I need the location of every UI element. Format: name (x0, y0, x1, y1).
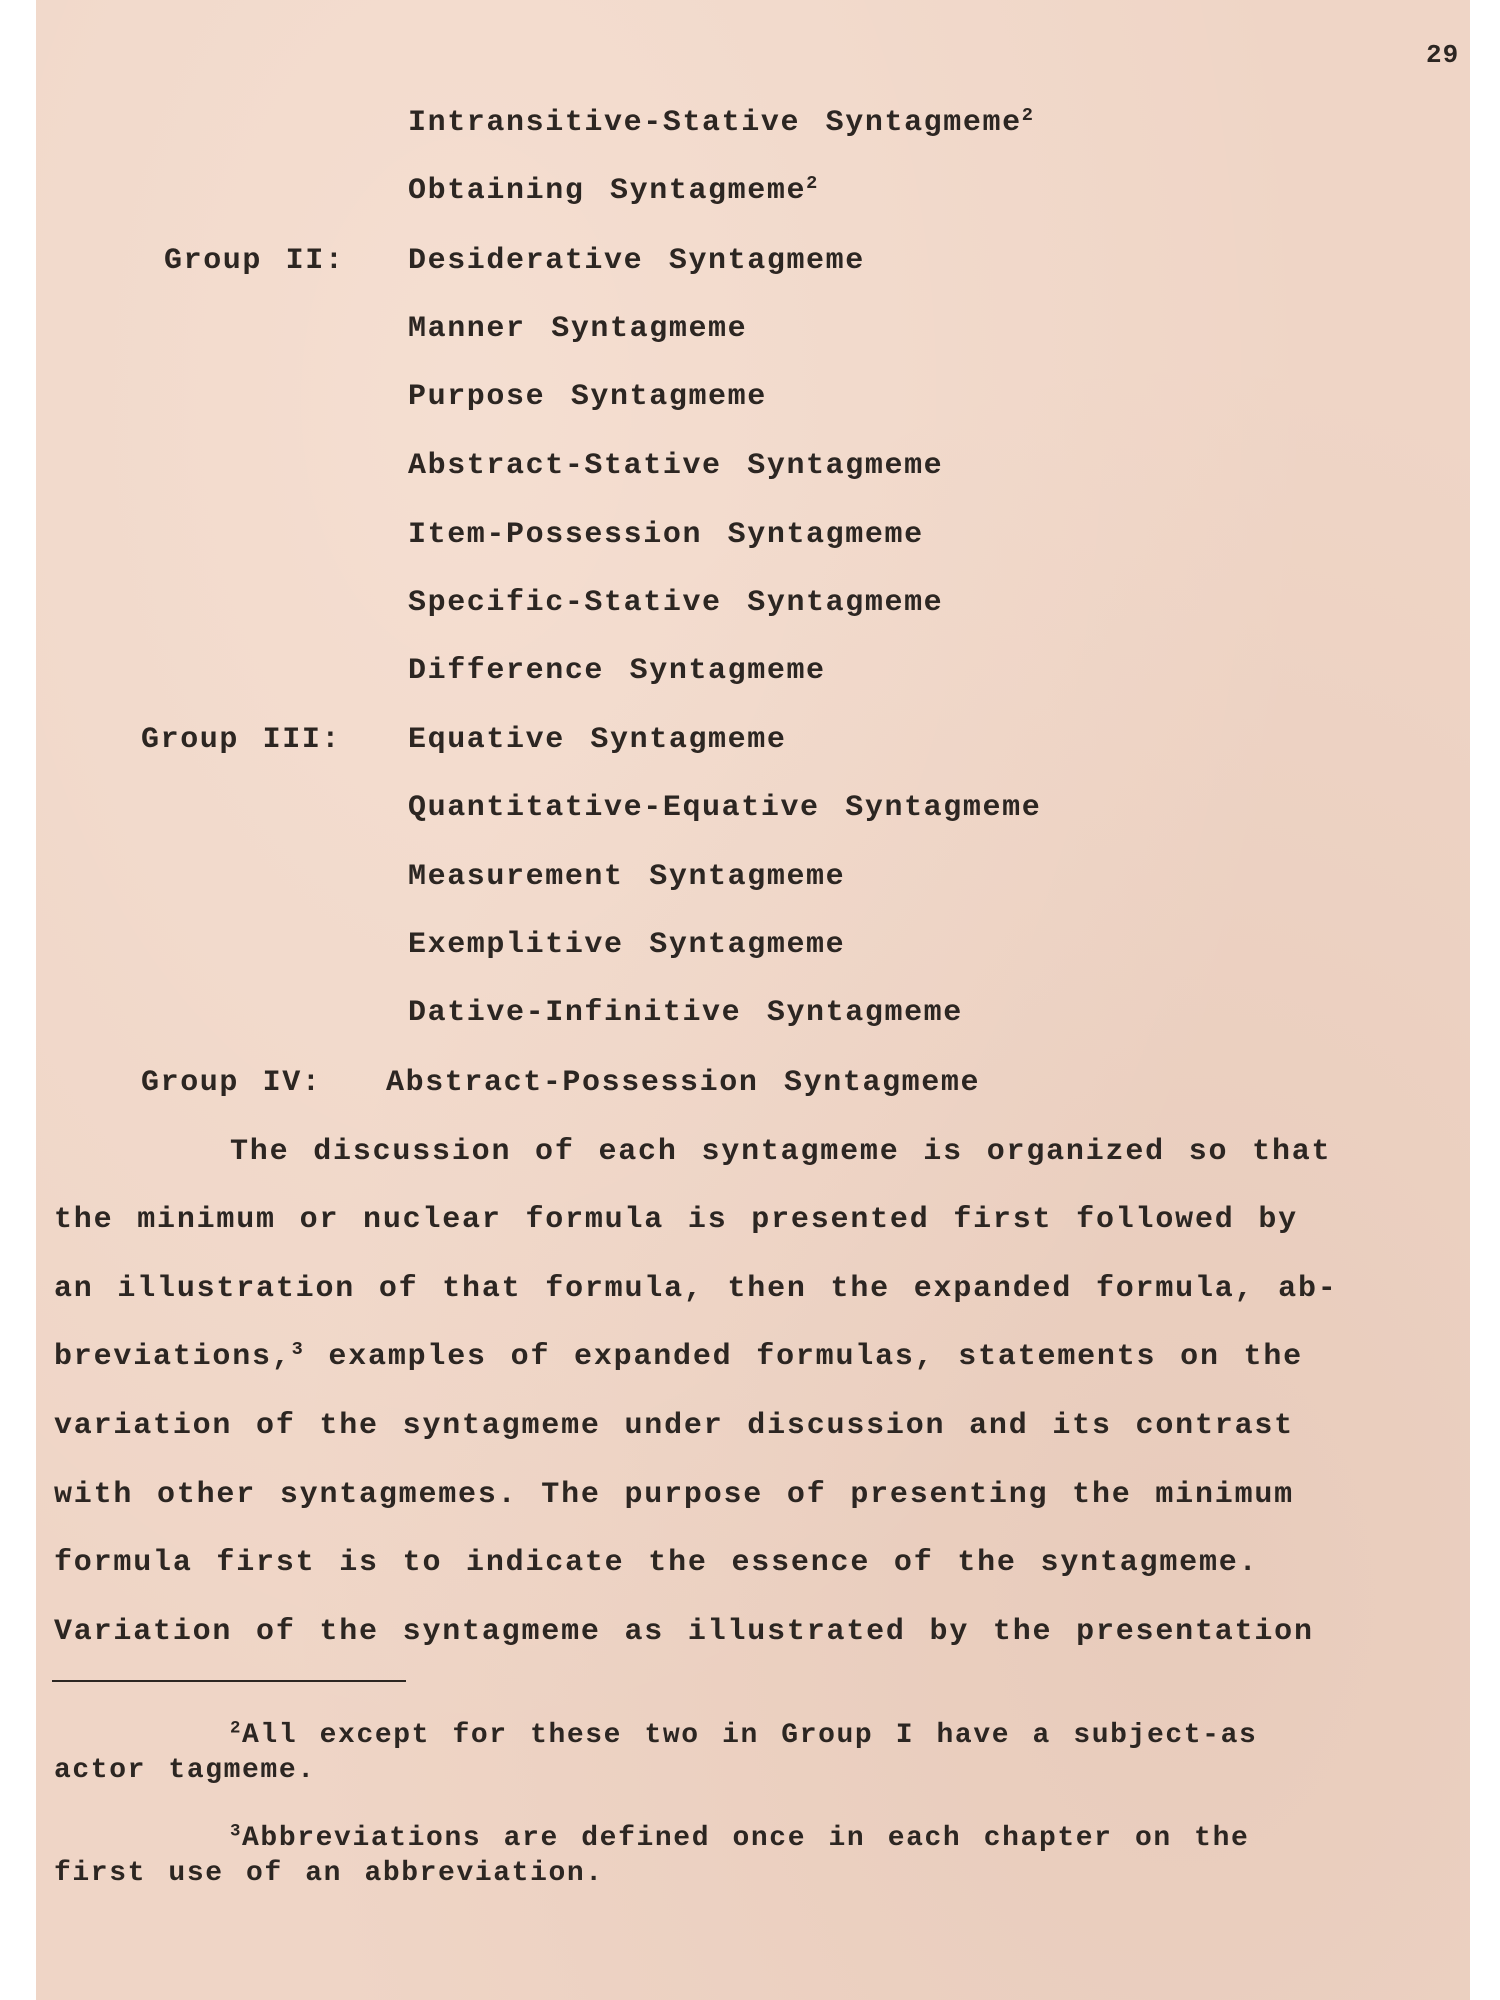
group-label: Group IV: (141, 1066, 322, 1100)
paragraph-line: an illustration of that formula, then the expanded formula, ab- (54, 1272, 1338, 1306)
paragraph-line: The discussion of each syntagmeme is organized so that (230, 1135, 1332, 1169)
list-item: Intransitive-Stative Syntagmeme$^2$ (408, 104, 1035, 140)
list-item: Exemplitive Syntagmeme (408, 928, 846, 962)
list-item: Difference Syntagmeme (408, 654, 826, 688)
list-item: Dative-Infinitive Syntagmeme (408, 996, 963, 1030)
list-item: Abstract-Possession Syntagmeme (386, 1066, 981, 1100)
list-item: Specific-Stative Syntagmeme (408, 586, 944, 620)
footnote-line: actor tagmeme. (54, 1755, 316, 1786)
paragraph-line: Variation of the syntagmeme as illustrated by the presentation (54, 1615, 1314, 1649)
paragraph-line: with other syntagmemes. The purpose of presenting the minimum (54, 1478, 1294, 1512)
list-item: Item-Possession Syntagmeme (408, 518, 924, 552)
list-item: Equative Syntagmeme (408, 723, 787, 757)
page-number: 29 (1426, 40, 1460, 70)
group-label: Group II: (164, 244, 345, 278)
footnote-line: first use of an abbreviation. (54, 1858, 604, 1889)
list-item: Measurement Syntagmeme (408, 860, 846, 894)
paragraph-line: breviations,$^3$ examples of expanded formulas, statements on the (54, 1338, 1303, 1374)
group-label: Group III: (141, 723, 342, 757)
paragraph-line: variation of the syntagmeme under discussion and its contrast (54, 1409, 1294, 1443)
paragraph-line: formula first is to indicate the essence of the syntagmeme. (54, 1546, 1259, 1580)
paragraph-line: the minimum or nuclear formula is presented first followed by (54, 1203, 1298, 1237)
list-item: Obtaining Syntagmeme$^2$ (408, 172, 819, 208)
list-item: Desiderative Syntagmeme (408, 244, 865, 278)
footnote-rule (52, 1680, 406, 1682)
list-item: Abstract-Stative Syntagmeme (408, 449, 944, 483)
footnote-line: $^2$All except for these two in Group I have a subject-as (230, 1719, 1258, 1751)
list-item: Quantitative-Equative Syntagmeme (408, 791, 1042, 825)
list-item: Manner Syntagmeme (408, 312, 748, 346)
footnote-line: $^3$Abbreviations are defined once in each chapter on the (230, 1822, 1250, 1854)
list-item: Purpose Syntagmeme (408, 380, 767, 414)
